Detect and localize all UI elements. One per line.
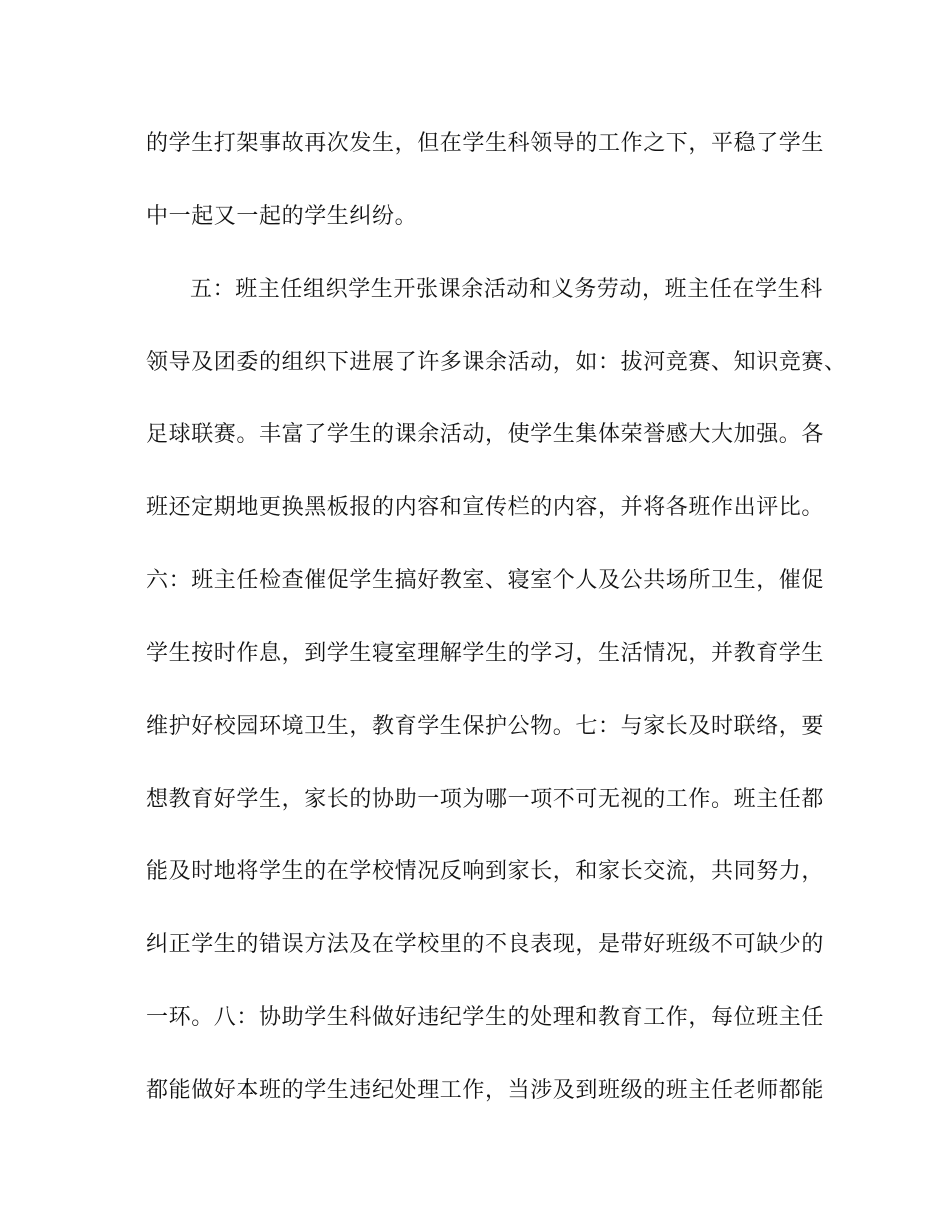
text-line: 都能做好本班的学生违纪处理工作，当涉及到班级的班主任老师都能: [146, 1078, 825, 1103]
paragraph-first-line: 五：班主任组织学生开张课余活动和义务劳动，班主任在学生科: [190, 277, 823, 302]
text-line: 中一起又一起的学生纠纷。: [146, 204, 418, 229]
text-line: 的学生打架事故再次发生，但在学生科领导的工作之下，平稳了学生: [146, 131, 825, 156]
text-line: 足球联赛。丰富了学生的课余活动，使学生集体荣誉感大大加强。各: [146, 422, 825, 447]
text-line: 维护好校园环境卫生，教育学生保护公物。七：与家长及时联络，要: [146, 714, 825, 739]
text-line: 学生按时作息，到学生寝室理解学生的学习，生活情况，并教育学生: [146, 641, 825, 666]
text-line: 想教育好学生，家长的协助一项为哪一项不可无视的工作。班主任都: [146, 787, 825, 812]
text-line: 纠正学生的错误方法及在学校里的不良表现，是带好班级不可缺少的: [146, 932, 825, 957]
text-line: 班还定期地更换黑板报的内容和宣传栏的内容，并将各班作出评比。: [146, 495, 825, 520]
text-line: 领导及团委的组织下进展了许多课余活动，如：拔河竞赛、知识竞赛、: [146, 350, 847, 375]
text-line: 能及时地将学生的在学校情况反响到家长，和家长交流，共同努力，: [146, 859, 825, 884]
text-line: 一环。八：协助学生科做好违纪学生的处理和教育工作，每位班主任: [146, 1005, 825, 1030]
text-line: 六：班主任检查催促学生搞好教室、寝室个人及公共场所卫生，催促: [146, 568, 825, 593]
